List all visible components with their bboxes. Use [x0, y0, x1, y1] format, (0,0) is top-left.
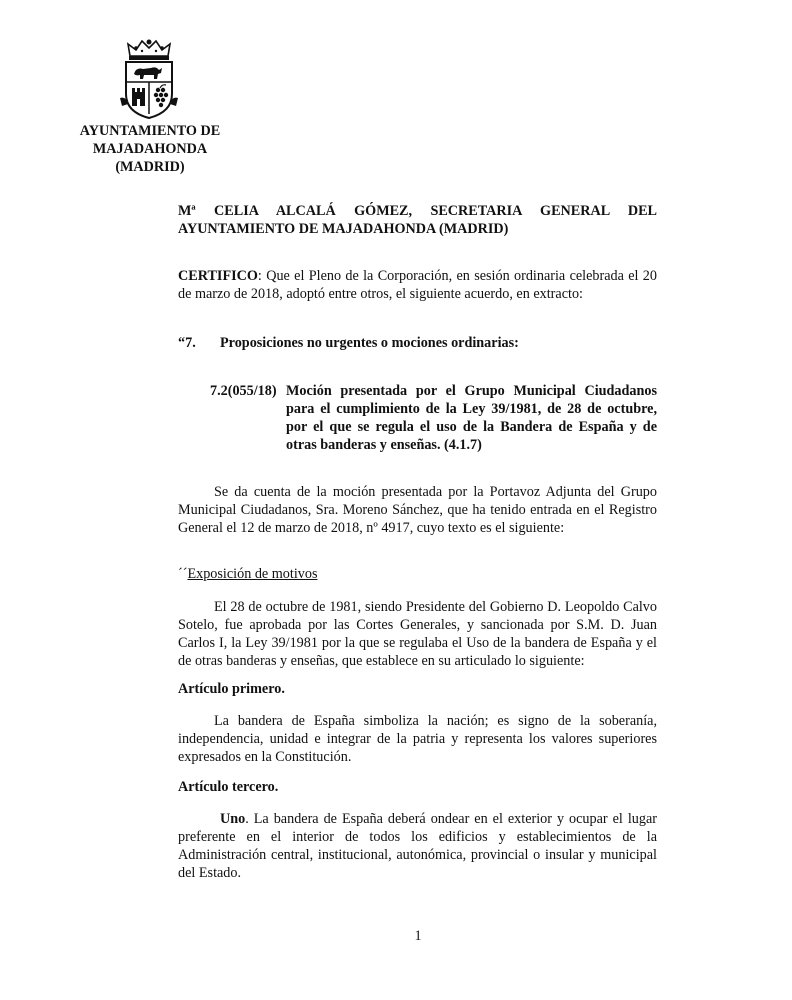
- signatory-block: [178, 202, 657, 238]
- intro-paragraph: Se da cuenta de la moción presentada por la Portavoz Adjunta del Grupo Municipal Ciudadanos, Sra. Moreno Sánchez, que ha tenido entrada en el Registro General el 12 de marzo de 2018, nº 4917, cuyo texto es el siguiente:: [178, 484, 657, 536]
- articulo-tercero-paragraph: [178, 810, 657, 882]
- signatory-line2: AYUNTAMIENTO DE MAJADAHONDA (MADRID): [178, 221, 509, 237]
- coat-of-arms-logo: [118, 38, 180, 120]
- section-heading: [178, 334, 657, 352]
- organization-header: [60, 122, 240, 176]
- certifico-label: CERTIFICO: [178, 268, 258, 284]
- exposicion-heading-line: [178, 565, 657, 583]
- section-title: Proposiciones no urgentes o mociones ordinarias:: [220, 335, 519, 351]
- articulo-tercero-text: . La bandera de España deberá ondear en el exterior y ocupar el lugar preferente en el interior de todos los edificios y establecimientos de la Administración central, institucional, autonómica, provincial o insular y municipal del Estado.: [178, 811, 657, 881]
- exposicion-heading: Exposición de motivos: [187, 566, 318, 582]
- articulo-tercero-heading: Artículo tercero.: [178, 779, 279, 795]
- item-title: Moción presentada por el Grupo Municipal Ciudadanos para el cumplimiento de la Ley 39/1981, de 28 de octubre, por el que se regula el uso de la Bandera de España y de otras banderas y enseñas. (4.1.7): [286, 383, 657, 453]
- certifico-text: : Que el Pleno de la Corporación, en sesión ordinaria celebrada el 20 de marzo de 2018, adoptó entre otros, el siguiente acuerdo, en extracto:: [178, 268, 657, 302]
- certifico-paragraph: [178, 267, 657, 303]
- articulo-primero-heading: Artículo primero.: [178, 681, 285, 697]
- section-number: “7.: [178, 335, 196, 351]
- page-number: 1: [414, 928, 422, 944]
- articulo-tercero-label: Uno: [220, 811, 246, 827]
- opening-quote: ´´: [178, 566, 188, 582]
- articulo-primero-text: La bandera de España simboliza la nación; es signo de la soberanía, independencia, unidad e integrar de la patria y representa los valores superiores expresados en la Constitución.: [178, 713, 657, 765]
- org-name-line3: (MADRID): [115, 159, 185, 175]
- org-name-line2: MAJADAHONDA: [92, 141, 208, 157]
- org-name-line1: AYUNTAMIENTO DE: [79, 123, 221, 139]
- signatory-line1: Mª CELIA ALCALÁ GÓMEZ, SECRETARIA GENERAL DEL: [178, 203, 657, 219]
- exposicion-paragraph: El 28 de octubre de 1981, siendo Presidente del Gobierno D. Leopoldo Calvo Sotelo, fue aprobada por las Cortes Generales, y sancionada por S.M. D. Juan Carlos I, la Ley 39/1981 por la que se regulaba el Uso de la bandera de España y el de otras banderas y enseñas, que establece en su articulado lo siguiente:: [178, 599, 657, 669]
- item-code: 7.2(055/18): [210, 383, 277, 399]
